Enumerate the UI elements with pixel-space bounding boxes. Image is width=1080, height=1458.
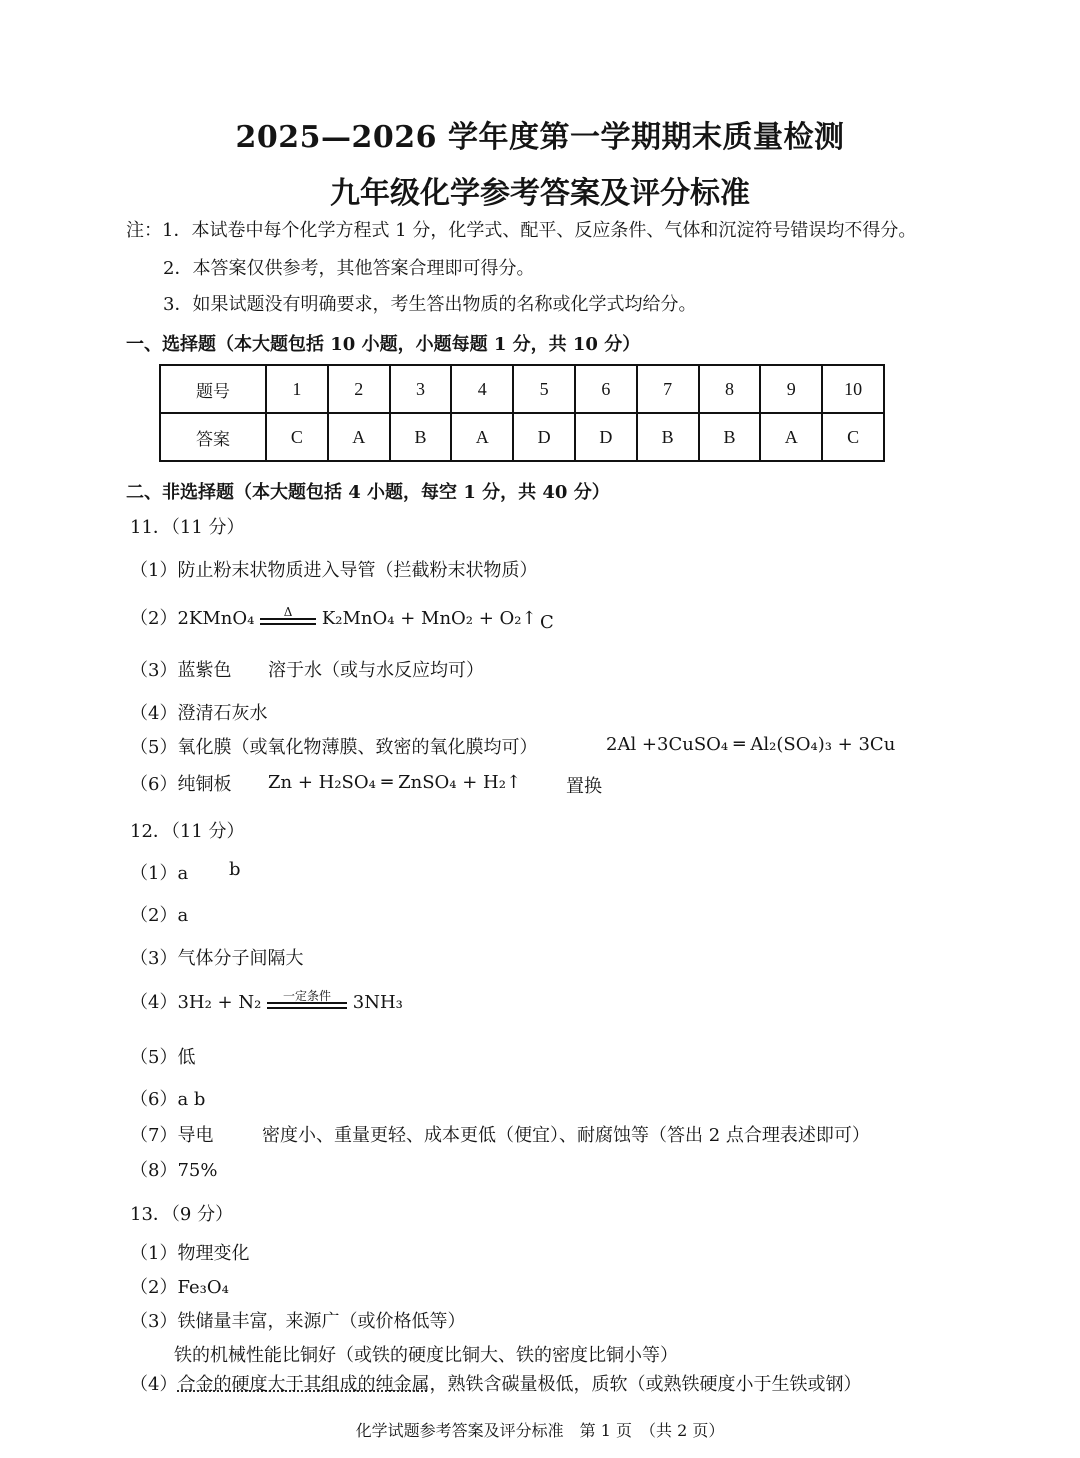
answer-cell: A bbox=[451, 413, 513, 461]
answer-cell: B bbox=[637, 413, 699, 461]
answer-cell: C bbox=[266, 413, 328, 461]
answer-table bbox=[159, 364, 885, 462]
answer-cell: B bbox=[390, 413, 452, 461]
reaction-arrow bbox=[260, 606, 316, 625]
q12-answer-3: （3）气体分子间隔大 bbox=[130, 948, 304, 969]
equation-right: 3NH₃ bbox=[352, 992, 403, 1013]
q13-answer-4 bbox=[130, 1370, 861, 1396]
q13-answer-2: （2）Fe₃O₄ bbox=[130, 1277, 229, 1298]
q11-answer-6: （6）纯铜板 bbox=[130, 774, 232, 795]
q12-answer-1: （1）a bbox=[130, 863, 189, 884]
equation-left: 2KMnO₄ bbox=[177, 608, 255, 629]
answer-cell: D bbox=[513, 413, 575, 461]
q12-answer-2: （2）a bbox=[130, 905, 189, 926]
note-3: 3．如果试题没有明确要求，考生答出物质的名称或化学式均给分。 bbox=[163, 294, 697, 315]
reaction-condition: 一定条件 bbox=[283, 988, 332, 1003]
q12-title: 12．（11 分） bbox=[130, 821, 245, 842]
q11-answer-2-label: （2） bbox=[130, 608, 178, 629]
q12-answer-4-label: （4） bbox=[130, 992, 178, 1013]
q12-answer-1-extra: b bbox=[229, 859, 241, 880]
q13-answer-3: （3）铁储量丰富，来源广（或价格低等） bbox=[130, 1311, 466, 1332]
answer-cell: C bbox=[822, 413, 884, 461]
q11-answer-5-equation: 2Al +3CuSO₄ ═ Al₂(SO₄)₃ + 3Cu bbox=[606, 734, 896, 755]
reaction-condition: Δ bbox=[283, 604, 293, 619]
answer-cell: A bbox=[760, 413, 822, 461]
q11-answer-6-extra: 置换 bbox=[566, 776, 602, 797]
q13-title: 13．（9 分） bbox=[130, 1204, 234, 1225]
q12-answer-8: （8）75% bbox=[130, 1160, 218, 1181]
question-number: 3 bbox=[390, 365, 452, 413]
q12-answer-6: （6）a b bbox=[130, 1089, 206, 1110]
section-1-heading: 一、选择题（本大题包括 10 小题，小题每题 1 分，共 10 分） bbox=[126, 334, 641, 355]
q11-answer-4: （4）澄清石灰水 bbox=[130, 703, 268, 724]
q12-answer-7-extra: 密度小、重量更轻、成本更低（便宜）、耐腐蚀等（答出 2 点合理表述即可） bbox=[262, 1125, 870, 1146]
q11-answer-3-extra: 溶于水（或与水反应均可） bbox=[268, 660, 484, 681]
question-number: 2 bbox=[328, 365, 390, 413]
answer-cell: B bbox=[699, 413, 761, 461]
answer-cell: D bbox=[575, 413, 637, 461]
question-number: 7 bbox=[637, 365, 699, 413]
equation-left: 3H₂ + N₂ bbox=[177, 992, 262, 1013]
q11-answer-2-extra: C bbox=[540, 612, 554, 633]
question-number: 10 bbox=[822, 365, 884, 413]
row-label-answer: 答案 bbox=[160, 413, 266, 461]
q13-answer-3b: 铁的机械性能比铜好（或铁的硬度比铜大、铁的密度比铜小等） bbox=[174, 1345, 678, 1366]
page-subtitle: 九年级化学参考答案及评分标准 bbox=[330, 176, 750, 211]
question-number: 8 bbox=[699, 365, 761, 413]
reaction-arrow bbox=[267, 990, 347, 1009]
page-title: 2025—2026 学年度第一学期期末质量检测 bbox=[235, 120, 845, 155]
table-row-answers bbox=[160, 413, 884, 461]
q12-answer-4 bbox=[130, 988, 403, 1014]
answer-cell: A bbox=[328, 413, 390, 461]
q11-answer-6-equation: Zn + H₂SO₄ ═ ZnSO₄ + H₂↑ bbox=[268, 772, 522, 793]
question-number: 4 bbox=[451, 365, 513, 413]
q13-answer-4-label: （4） bbox=[130, 1374, 178, 1395]
question-number: 6 bbox=[575, 365, 637, 413]
row-label-number: 题号 bbox=[160, 365, 266, 413]
question-number: 1 bbox=[266, 365, 328, 413]
q11-answer-3: （3）蓝紫色 bbox=[130, 660, 232, 681]
page-footer: 化学试题参考答案及评分标准 第 1 页 （共 2 页） bbox=[355, 1421, 725, 1440]
q11-answer-1: （1）防止粉末状物质进入导管（拦截粉末状物质） bbox=[130, 560, 538, 581]
q11-answer-2 bbox=[130, 604, 537, 630]
q12-answer-5: （5）低 bbox=[130, 1047, 196, 1068]
note-1: 注：1．本试卷中每个化学方程式 1 分，化学式、配平、反应条件、气体和沉淀符号错误均不得分。 bbox=[126, 220, 917, 241]
q12-answer-7: （7）导电 bbox=[130, 1125, 214, 1146]
question-number: 5 bbox=[513, 365, 575, 413]
q13-answer-4-rest: ，熟铁含碳量极低，质软（或熟铁硬度小于生铁或钢） bbox=[429, 1374, 862, 1395]
q11-answer-5: （5）氧化膜（或氧化物薄膜、致密的氧化膜均可） bbox=[130, 737, 538, 758]
section-2-heading: 二、非选择题（本大题包括 4 小题，每空 1 分，共 40 分） bbox=[126, 482, 610, 503]
equation-right: K₂MnO₄ + MnO₂ + O₂↑ bbox=[321, 608, 537, 629]
note-2: 2．本答案仅供参考，其他答案合理即可得分。 bbox=[163, 258, 535, 279]
table-row-numbers bbox=[160, 365, 884, 413]
question-number: 9 bbox=[760, 365, 822, 413]
q13-answer-1: （1）物理变化 bbox=[130, 1243, 250, 1264]
q11-title: 11．（11 分） bbox=[130, 517, 245, 538]
q13-answer-4-underlined: 合金的硬度大于其组成的纯金属 bbox=[177, 1374, 430, 1395]
